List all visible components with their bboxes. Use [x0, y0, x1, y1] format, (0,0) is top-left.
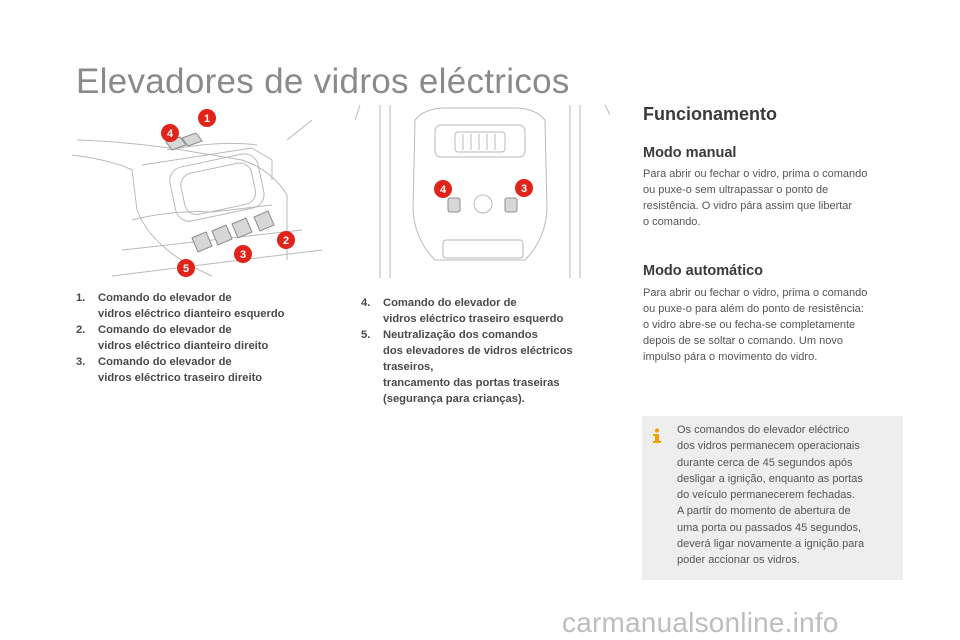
legend-text: Comando do elevador de vidros eléctrico traseiro direito: [98, 356, 263, 384]
section-title: Funcionamento: [643, 104, 777, 124]
page-title: Elevadores de vidros eléctricos: [76, 62, 570, 101]
badge-4-label: 4: [439, 184, 447, 196]
badge-3-label: 3: [520, 183, 528, 195]
auto-mode-text: Para abrir ou fechar o vidro, prima o comando ou puxe-o para além do ponto de resistência: o vidro abre-se ou fecha-se completamente depois de se soltar o comando. Um novo impulso pára o movimento do vidro.: [643, 287, 868, 363]
front-door-drawing: [72, 100, 327, 278]
legend-number: 5.: [361, 329, 371, 341]
watermark: carmanualsonline.info: [562, 607, 839, 638]
badge-3-label: 3: [239, 249, 247, 261]
auto-mode-heading: Modo automático: [643, 263, 764, 279]
info-note: [642, 416, 903, 580]
legend-number: 3.: [76, 356, 86, 368]
front-door-illustration: [72, 100, 327, 278]
info-note-text: Os comandos do elevador eléctrico dos vidros permanecem operacionais durante cerca de 45 segundos após desligar a ignição, enquanto as portas do veículo permanecerem fechadas. A partir do momento de abertura de uma porta ou passados 45 segundos, deverá ligar novamente a ignição para poder accionar os vidros.: [677, 424, 865, 567]
legend-right: [361, 295, 611, 407]
legend-item: [76, 322, 338, 354]
legend-text: Neutralização dos comandos dos elevadores de vidros eléctricos traseiros, trancamento das portas traseiras (segurança para crianças).: [383, 329, 573, 405]
legend-item: [76, 290, 338, 322]
legend-left: [76, 290, 338, 386]
legend-text: Comando do elevador de vidros eléctrico dianteiro direito: [98, 324, 269, 352]
info-icon: [650, 428, 664, 444]
badge-1-label: 1: [203, 113, 211, 125]
legend-number: 2.: [76, 324, 86, 336]
rear-console-drawing: [355, 100, 610, 278]
legend-item: [76, 354, 338, 386]
legend-number: 1.: [76, 292, 86, 304]
legend-number: 4.: [361, 297, 371, 309]
badge-4-label: 4: [166, 128, 174, 140]
manual-mode-text: Para abrir ou fechar o vidro, prima o comando ou puxe-o sem ultrapassar o ponto de resistência. O vidro pára assim que libertar o comando.: [643, 168, 868, 228]
legend-item: [361, 327, 611, 407]
badge-5-label: 5: [182, 263, 190, 275]
legend-text: Comando do elevador de vidros eléctrico dianteiro esquerdo: [98, 292, 285, 320]
manual-mode-heading: Modo manual: [643, 145, 737, 161]
legend-item: [361, 295, 611, 327]
badge-2-label: 2: [282, 235, 290, 247]
legend-text: Comando do elevador de vidros eléctrico traseiro esquerdo: [383, 297, 564, 325]
rear-console-illustration: [355, 100, 610, 278]
